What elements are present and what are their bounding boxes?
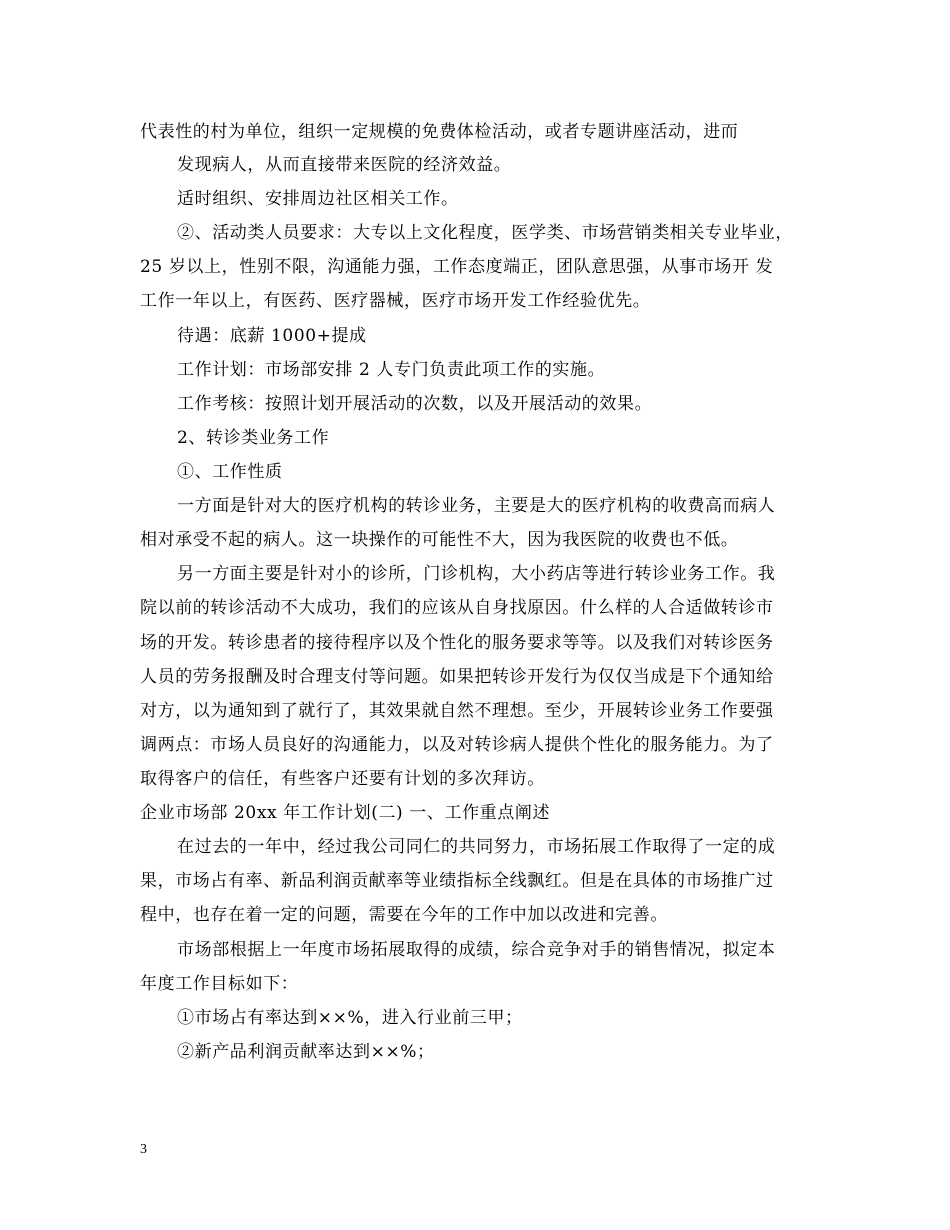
text-line: 代表性的村为单位，组织一定规模的免费体检活动，或者专题讲座活动，进而 bbox=[140, 122, 739, 142]
text-line: 待遇：底薪 1000+提成 bbox=[177, 326, 367, 346]
text-line: 场的开发。转诊患者的接待程序以及个性化的服务要求等等。以及我们对转诊医务 bbox=[140, 633, 774, 653]
subsection-heading: ①、工作性质 bbox=[177, 462, 283, 482]
text-line: 一方面是针对大的医疗机构的转诊业务，主要是大的医疗机构的收费高而病人 bbox=[177, 496, 776, 516]
text-line: 年度工作目标如下： bbox=[140, 974, 299, 994]
text-line: 工作一年以上，有医药、医疗器械，医疗市场开发工作经验优先。 bbox=[140, 291, 651, 311]
text-line: 调两点：市场人员良好的沟通能力，以及对转诊病人提供个性化的服务能力。为了 bbox=[140, 735, 774, 755]
text-line: 取得客户的信任，有些客户还要有计划的多次拜访。 bbox=[140, 769, 545, 789]
text-line: 对方，以为通知到了就行了，其效果就自然不理想。至少，开展转诊业务工作要强 bbox=[140, 701, 774, 721]
text-line: 工作考核：按照计划开展活动的次数，以及开展活动的效果。 bbox=[177, 394, 653, 414]
text-line: 工作计划：市场部安排 2 人专门负责此项工作的实施。 bbox=[177, 360, 606, 380]
text-line: 人员的劳务报酬及时合理支付等问题。如果把转诊开发行为仅仅当成是下个通知给 bbox=[140, 667, 774, 687]
section-heading: 2、转诊类业务工作 bbox=[177, 428, 330, 448]
text-line: 院以前的转诊活动不大成功，我们的应该从自身找原因。什么样的人合适做转诊市 bbox=[140, 598, 774, 618]
text-line: 适时组织、安排周边社区相关工作。 bbox=[177, 189, 459, 209]
text-line: 另一方面主要是针对小的诊所，门诊机构，大小药店等进行转诊业务工作。我 bbox=[177, 564, 776, 584]
text-line: ②、活动类人员要求：大专以上文化程度，医学类、市场营销类相关专业毕业， bbox=[177, 223, 793, 243]
text-line: 发现病人，从而直接带来医院的经济效益。 bbox=[177, 155, 512, 175]
text-line: 果，市场占有率、新品利润贡献率等业绩指标全线飘红。但是在具体的市场推广过 bbox=[140, 871, 774, 891]
document-title-line: 企业市场部 20xx 年工作计划(二) 一、工作重点阐述 bbox=[140, 803, 551, 823]
text-line: 在过去的一年中，经过我公司同仁的共同努力，市场拓展工作取得了一定的成 bbox=[177, 837, 776, 857]
text-line: 程中，也存在着一定的问题，需要在今年的工作中加以改进和完善。 bbox=[140, 905, 668, 925]
page-number: 3 bbox=[140, 1142, 147, 1157]
list-item: ②新产品利润贡献率达到××%； bbox=[177, 1042, 435, 1062]
text-line: 市场部根据上一年度市场拓展取得的成绩，综合竞争对手的销售情况，拟定本 bbox=[177, 940, 776, 960]
text-line: 相对承受不起的病人。这一块操作的可能性不大，因为我医院的收费也不低。 bbox=[140, 530, 739, 550]
text-line: 25 岁以上，性别不限，沟通能力强，工作态度端正，团队意思强，从事市场开 发 bbox=[140, 257, 774, 277]
list-item: ①市场占有率达到××%，进入行业前三甲； bbox=[177, 1008, 523, 1028]
